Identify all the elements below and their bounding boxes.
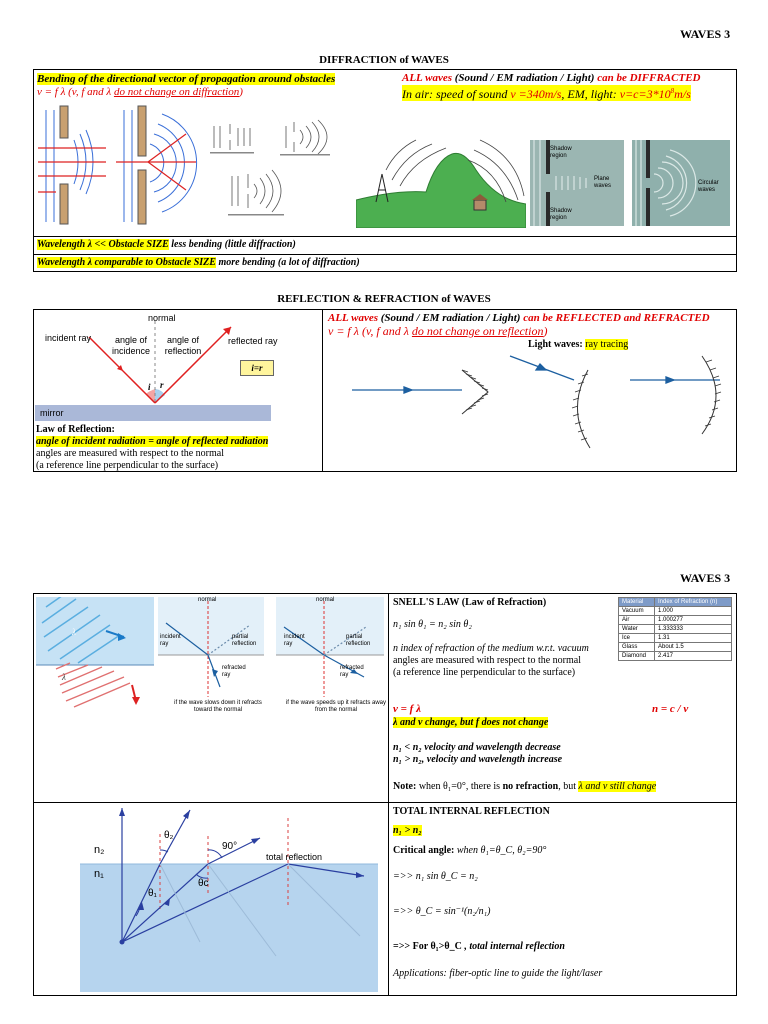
thetac-label: θc: [198, 878, 209, 889]
table-row: Glass About 1.5: [619, 643, 732, 652]
diffraction-right-text: ALL waves (Sound / EM radiation / Light) can be DIFFRACTED In air: speed of sound v =340m/s, EM, light: $v=c=3*10^8m/s$: [402, 72, 701, 101]
note-line: Note: when θ₁=0°, there is no refraction, but λ and v still change: [393, 781, 657, 792]
page2-header: WAVES 3: [680, 571, 731, 585]
n1-less-n2: n₁ < n₂ velocity and wavelength decrease: [393, 742, 561, 753]
angle-reflection-label: angle of reflection: [164, 335, 202, 356]
n-c-over-v: n = c / v: [652, 703, 689, 715]
lambda1-label: λ: [72, 627, 76, 637]
mirror-label: mirror: [40, 408, 64, 418]
tir-diagram: [80, 806, 380, 992]
normal-label: normal: [148, 313, 176, 323]
theta2-label: θ₂: [164, 830, 174, 841]
table-row: Ice 1.31: [619, 634, 732, 643]
reflection-diagram: [35, 311, 321, 423]
normal-label-1: normal: [198, 597, 217, 603]
tir-eq1: =>> n₁ sin θ_C = n₂: [393, 871, 478, 882]
reflected-ray-label: reflected ray: [228, 336, 278, 346]
law-of-reflection-text: Law of Reflection: angle of incident radiation = angle of reflected radiation angles are measured with respect to the normal (a reference line perpendicular to the surface): [36, 424, 269, 471]
angle-incidence-label: angle of incidence: [111, 335, 151, 356]
diffraction-left-text: Bending of the directional vector of propagation around obstacles v = f λ (v, f and λ do not change on diffraction): [37, 73, 336, 98]
partial-reflection-label-1: partial reflection: [232, 634, 257, 647]
table-row: Water 1.333333: [619, 625, 732, 634]
circular-waves-label: Circular waves: [698, 180, 719, 193]
table-header-cell: Material: [619, 598, 655, 607]
incident-ray-label-2: incident ray: [284, 634, 305, 647]
table-header-row: [619, 598, 732, 607]
table-row: Diamond 2.417: [619, 652, 732, 661]
partial-reflection-label-2: partial reflection: [346, 634, 371, 647]
lambda2-label: λ: [62, 672, 66, 682]
table-row: Vacuum 1.000: [619, 607, 732, 616]
table-row: Air 1.000277: [619, 616, 732, 625]
table-header-cell: Index of Refraction (n): [654, 598, 731, 607]
n1-greater-n2: n₁ > n₂, velocity and wavelength increase: [393, 754, 563, 765]
mountain-radio-diagram: [356, 130, 526, 228]
tir-condition: n₁ > n₂: [393, 825, 422, 836]
theta1-label: θ₁: [148, 888, 157, 899]
snell-refraction-diagrams: [36, 597, 386, 713]
i-equals-r-box: i=r: [240, 360, 274, 376]
wave-slit-sketches: [208, 116, 358, 226]
page1-header: WAVES 3: [680, 27, 731, 41]
caption-fast: if the wave speeds up it refracts away from the normal: [285, 700, 387, 713]
plane-waves-label: Plane waves: [594, 176, 612, 189]
normal-label-2: normal: [316, 597, 335, 603]
v-f-lambda: v = f λ: [393, 703, 421, 715]
reflection-right-text: ALL waves (Sound / EM radiation / Light) can be REFLECTED and REFRACTED v = f λ (v, f and λ do not change on reflection) Light waves: ray tracing: [328, 312, 710, 350]
lambda-v-change: λ and v change, but f does not change: [393, 717, 549, 728]
diffraction-title: DIFFRACTION of WAVES: [319, 54, 449, 66]
snell-text: SNELL'S LAW (Law of Refraction) n₁ sin θ₁ = n₂ sin θ₂ n index of refraction of the medium w.r.t. vacuum angles are measured with respect to the normal (a reference line perpendicular to the surface): [393, 597, 589, 678]
wavelength-small-line: Wavelength λ << Obstacle SIZE less bending (little diffraction): [37, 239, 296, 250]
slit-diffraction-diagram: [36, 104, 206, 228]
r-label: r: [160, 380, 164, 390]
incident-ray-label: incident ray: [45, 333, 92, 343]
reflection-title: REFLECTION & REFRACTION of WAVES: [277, 293, 491, 305]
applications-line: Applications: fiber-optic line to guide the light/laser: [393, 968, 603, 979]
ray-tracing-diagram: [350, 350, 730, 466]
shadow-region-bottom-label: Shadow region: [550, 208, 572, 221]
wavelength-comparable-line: Wavelength λ comparable to Obstacle SIZE more bending (a lot of diffraction): [37, 257, 360, 268]
critical-angle-line: Critical angle: when θ₁=θ_C, θ₂=90°: [393, 845, 547, 856]
incident-ray-label-1: incident ray: [160, 634, 181, 647]
i-label: i: [148, 382, 151, 392]
refracted-ray-label-1: refracted ray: [222, 665, 246, 678]
refraction-index-table: [618, 597, 732, 661]
total-reflection-label: total reflection: [266, 852, 323, 862]
ripple-tank-plane: [530, 140, 624, 226]
tir-title: TOTAL INTERNAL REFLECTION: [393, 806, 550, 817]
n2-label: n₂: [94, 844, 105, 856]
ripple-tank-circular: [632, 140, 730, 226]
shadow-region-top-label: Shadow region: [550, 146, 572, 159]
tir-eq3: =>> For θ₁>θ_C , total internal reflection: [393, 941, 565, 952]
n1-label: n₁: [94, 868, 104, 880]
ninety-label: 90°: [222, 841, 238, 852]
caption-slow: if the wave slows down it refracts toward the normal: [174, 700, 262, 713]
refracted-ray-label-2: refracted ray: [340, 665, 364, 678]
tir-eq2: =>> θ_C = sin⁻¹(n₂/n₁): [393, 906, 491, 917]
